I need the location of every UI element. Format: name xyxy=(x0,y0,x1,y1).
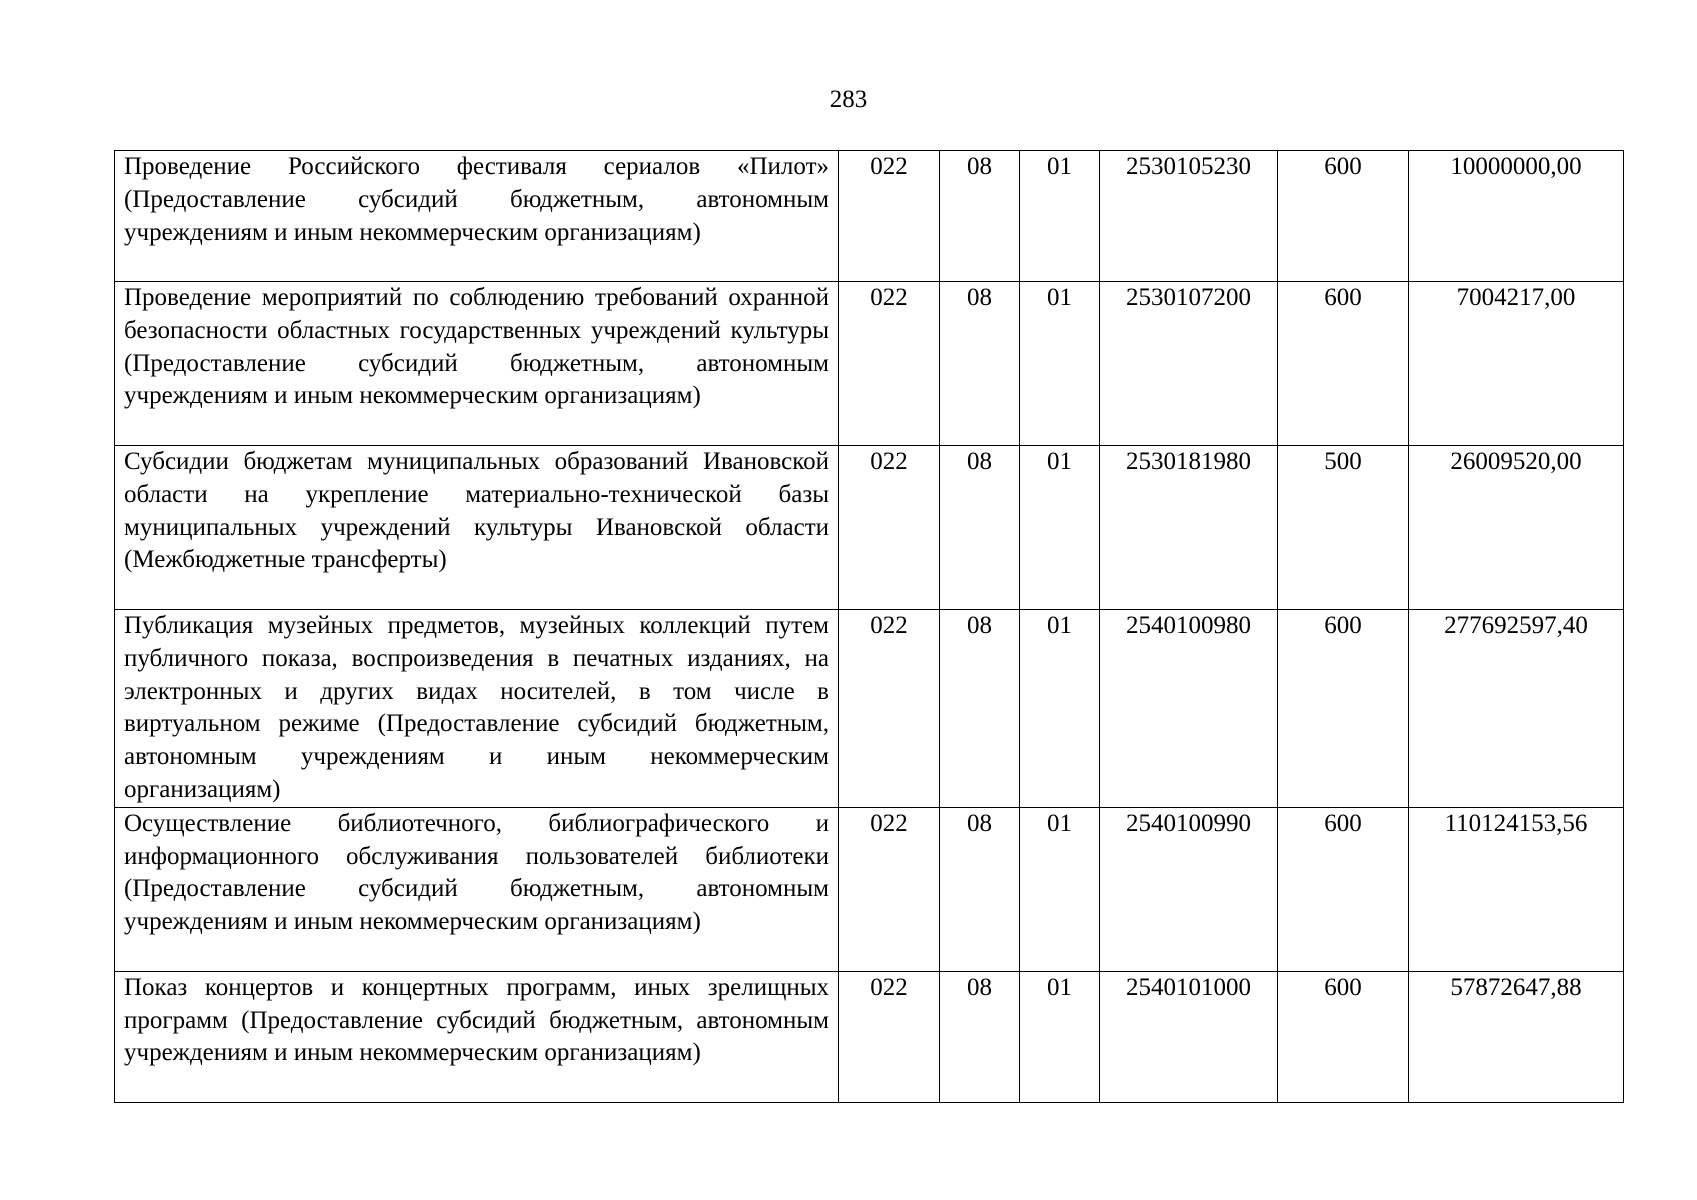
page-number: 283 xyxy=(829,86,868,113)
row-subsection-code: 01 xyxy=(1020,282,1100,446)
row-target-article: 2530181980 xyxy=(1100,446,1278,610)
row-amount: 26009520,00 xyxy=(1409,446,1624,610)
row-section-code: 08 xyxy=(940,151,1020,282)
row-ministry-code: 022 xyxy=(839,151,940,282)
row-expense-type: 600 xyxy=(1278,807,1409,971)
budget-table xyxy=(114,150,1624,1103)
table-row xyxy=(115,971,1624,1102)
row-target-article: 2540100990 xyxy=(1100,807,1278,971)
row-subsection-code: 01 xyxy=(1020,610,1100,808)
row-expense-type: 600 xyxy=(1278,971,1409,1102)
row-expense-type: 600 xyxy=(1278,151,1409,282)
row-ministry-code: 022 xyxy=(839,971,940,1102)
row-section-code: 08 xyxy=(940,807,1020,971)
row-description: Публикация музейных предметов, музейных коллекций путем публичного показа, воспроизведения в печатных изданиях, на электронных и других видах носителей, в том числе в виртуальном режиме (Предоставление субсидий бюджетным, автономным учреждениям и иным некоммерческим организациям) xyxy=(115,610,839,808)
row-subsection-code: 01 xyxy=(1020,446,1100,610)
row-description: Субсидии бюджетам муниципальных образований Ивановской области на укрепление материально-технической базы муниципальных учреждений культуры Ивановской области (Межбюджетные трансферты) xyxy=(115,446,839,610)
row-subsection-code: 01 xyxy=(1020,971,1100,1102)
row-subsection-code: 01 xyxy=(1020,807,1100,971)
table-row xyxy=(115,446,1624,610)
row-description: Проведение Российского фестиваля сериалов «Пилот» (Предоставление субсидий бюджетным, автономным учреждениям и иным некоммерческим организациям) xyxy=(115,151,839,282)
row-amount: 57872647,88 xyxy=(1409,971,1624,1102)
table-row xyxy=(115,807,1624,971)
row-ministry-code: 022 xyxy=(839,282,940,446)
row-expense-type: 600 xyxy=(1278,610,1409,808)
row-section-code: 08 xyxy=(940,971,1020,1102)
row-section-code: 08 xyxy=(940,282,1020,446)
row-ministry-code: 022 xyxy=(839,610,940,808)
row-amount: 7004217,00 xyxy=(1409,282,1624,446)
row-amount: 110124153,56 xyxy=(1409,807,1624,971)
row-description: Показ концертов и концертных программ, иных зрелищных программ (Предоставление субсидий бюджетным, автономным учреждениям и иным некоммерческим организациям) xyxy=(115,971,839,1102)
row-amount: 277692597,40 xyxy=(1409,610,1624,808)
row-description: Осуществление библиотечного, библиографического и информационного обслуживания пользователей библиотеки (Предоставление субсидий бюджетным, автономным учреждениям и иным некоммерческим организациям) xyxy=(115,807,839,971)
row-target-article: 2540100980 xyxy=(1100,610,1278,808)
row-expense-type: 500 xyxy=(1278,446,1409,610)
table-row xyxy=(115,151,1624,282)
row-description: Проведение мероприятий по соблюдению требований охранной безопасности областных государственных учреждений культуры (Предоставление субсидий бюджетным, автономным учреждениям и иным некоммерческим организациям) xyxy=(115,282,839,446)
row-amount: 10000000,00 xyxy=(1409,151,1624,282)
row-target-article: 2540101000 xyxy=(1100,971,1278,1102)
row-ministry-code: 022 xyxy=(839,446,940,610)
row-target-article: 2530107200 xyxy=(1100,282,1278,446)
row-section-code: 08 xyxy=(940,446,1020,610)
row-ministry-code: 022 xyxy=(839,807,940,971)
row-subsection-code: 01 xyxy=(1020,151,1100,282)
table-row xyxy=(115,610,1624,808)
row-expense-type: 600 xyxy=(1278,282,1409,446)
row-section-code: 08 xyxy=(940,610,1020,808)
table-row xyxy=(115,282,1624,446)
row-target-article: 2530105230 xyxy=(1100,151,1278,282)
